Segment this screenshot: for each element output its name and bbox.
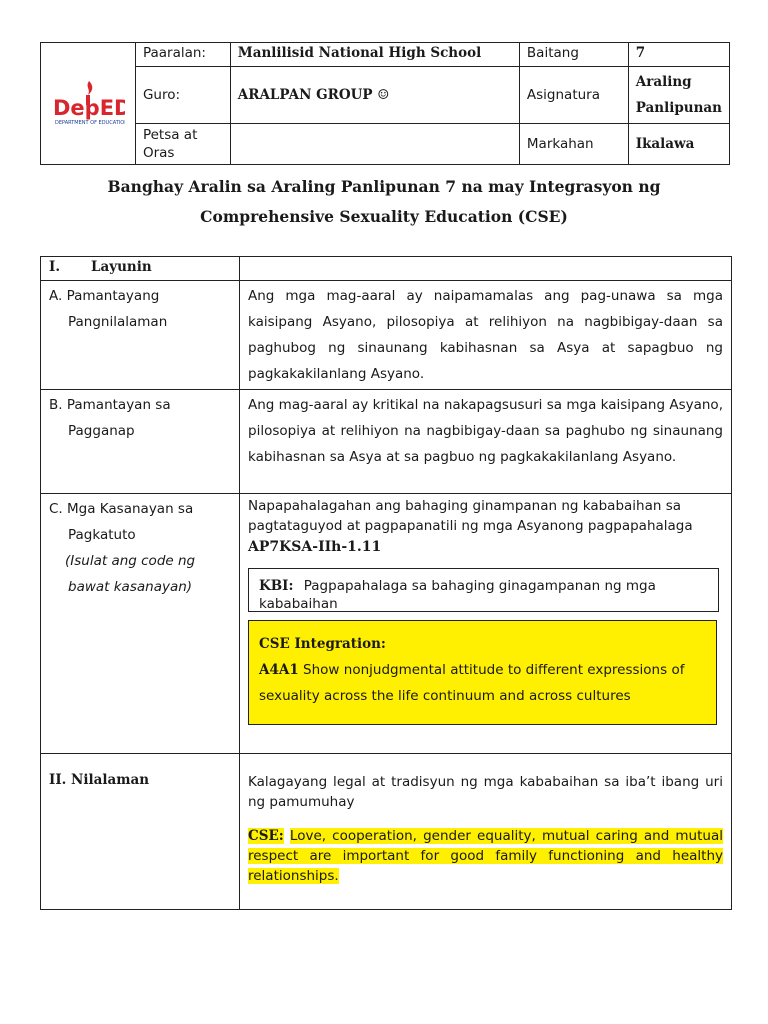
objectives-heading-empty (240, 257, 732, 281)
competencies-label (41, 494, 240, 754)
objectives-heading-num: I. (49, 259, 61, 275)
subject-value (628, 67, 729, 124)
competencies-label-line2: Pagkatuto (68, 527, 136, 543)
cse-integration-box (248, 620, 717, 725)
subject-value-line2: Panlipunan (635, 100, 722, 116)
date-label-line1: Petsa at (142, 127, 198, 143)
logo-subtext: DEPARTMENT OF EDUCATION (54, 119, 125, 126)
school-value: Manlilisid National High School (230, 43, 519, 67)
content-cse-text: Love, cooperation, gender equality, mutual caring and mutual respect are important for good family functioning and healthy relationships. (248, 828, 723, 884)
competencies-note-line2: bawat kasanayan) (68, 579, 193, 595)
subject-label: Asignatura (519, 67, 628, 124)
school-label: Paaralan: (135, 43, 230, 67)
content-standard-label (41, 281, 240, 390)
content-standard-label-line2: Pangnilalaman (68, 314, 168, 330)
subject-value-line1: Araling (635, 74, 692, 90)
performance-standard-label-line2: Pagganap (68, 423, 135, 439)
logo-text: DepED (52, 95, 125, 120)
content-label: II. Nilalaman (41, 754, 240, 910)
cse-integration-text: Show nonjudgmental attitude to different expressions of sexuality across the life continuum and across cultures (259, 662, 685, 704)
lesson-title-line2: Comprehensive Sexuality Education (CSE) (200, 207, 568, 226)
performance-standard-text: Ang mag-aaral ay kritikal na nakapagsusuri sa mga kaisipang Asyano, pilosopiya at relihiyon na nagbibigay-daan sa paghubo ng sinaunang kabihasnan sa Asya at sa pagbuo ng pagkakakilanlang Asyano. (240, 390, 732, 494)
deped-logo (51, 77, 125, 127)
teacher-label: Guro: (135, 67, 230, 124)
competency-text: Napapahalagahan ang bahaging ginampanan ng kababaihan sa pagtataguyod at pagpapanatili ng mga Asyanong pagpapahalaga (248, 498, 693, 534)
competencies-note-line1: (Isulat ang code ng (65, 553, 196, 569)
lesson-title-line1: Banghay Aralin sa Araling Panlipunan 7 na may Integrasyon ng (107, 177, 661, 196)
content-standard-text: Ang mga mag-aaral ay naipamamalas ang pag-unawa sa mga kaisipang Asyano, pilosopiya at relihiyon na nagbibigay-daan sa paghubog ng sinaunang kabihasnan sa Asya at sapagbuo ng pagkakakilanlang Asyano. (240, 281, 732, 390)
kbi-text: Pagpapahalaga sa bahaging ginagampanan ng mga kababaihan (259, 578, 656, 612)
date-value (230, 124, 519, 165)
quarter-label: Markahan (519, 124, 628, 165)
content-cse (248, 826, 723, 886)
grade-value: 7 (628, 43, 729, 67)
objectives-heading (41, 257, 240, 281)
competencies-label-line1: C. Mga Kasanayan sa (49, 501, 194, 517)
cse-integration-body (259, 657, 706, 709)
competencies-cell (240, 494, 732, 754)
deped-logo-cell (41, 43, 136, 165)
content-standard-label-line1: A. Pamantayang (49, 288, 160, 304)
kbi-box (248, 568, 719, 612)
content-text: Kalagayang legal at tradisyun ng mga kababaihan sa iba’t ibang uri ng pamumuhay (248, 774, 723, 810)
objectives-heading-label: Layunin (91, 259, 152, 275)
header-table (40, 42, 730, 165)
lesson-plan-table (40, 256, 732, 910)
content-cell (240, 754, 732, 910)
teacher-value: ARALPAN GROUP ☺ (230, 67, 519, 124)
quarter-value: Ikalawa (628, 124, 729, 165)
grade-label: Baitang (519, 43, 628, 67)
competency-code: AP7KSA-IIh-1.11 (248, 539, 382, 555)
performance-standard-label (41, 390, 240, 494)
torch-flame-icon (88, 81, 93, 95)
cse-integration-heading: CSE Integration: (259, 636, 386, 652)
content-cse-label: CSE: (248, 828, 284, 844)
date-label-line2: Oras (142, 145, 175, 161)
date-label (135, 124, 230, 165)
performance-standard-label-line1: B. Pamantayan sa (49, 397, 171, 413)
kbi-label: KBI: (259, 578, 294, 594)
cse-integration-code: A4A1 (259, 662, 299, 678)
